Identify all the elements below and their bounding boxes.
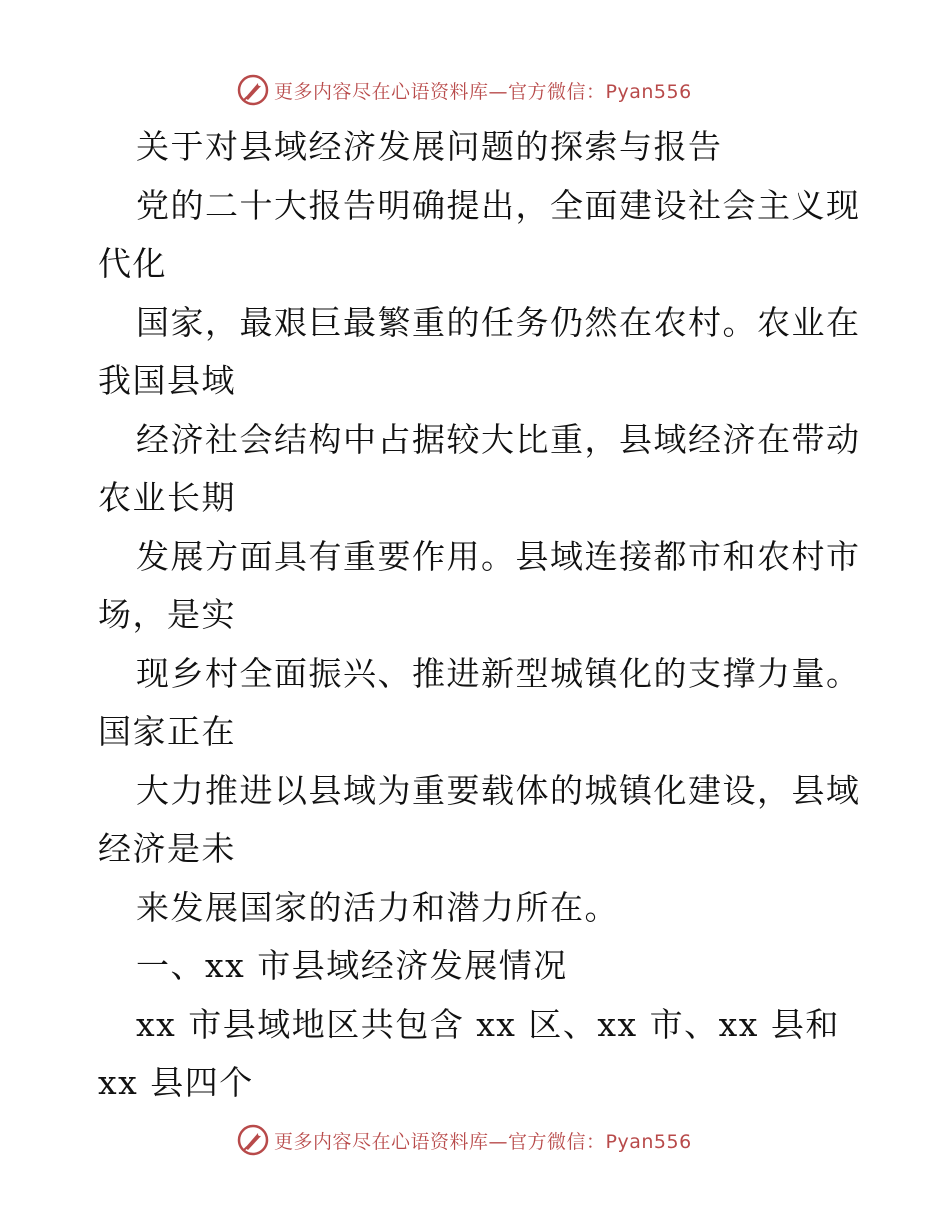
text-line: 党的二十大报告明确提出，全面建设社会主义现 [136,185,861,225]
quill-pen-seal-icon [236,1123,270,1157]
text-line: 大力推进以县域为重要载体的城镇化建设，县域 [136,770,861,810]
text-line: xx 县四个 [98,1063,254,1102]
text-line: 代化 [98,244,167,283]
text-line: 场，是实 [98,595,236,634]
text-line: 国家，最艰巨最繁重的任务仍然在农村。农业在 [136,302,861,342]
text-line: xx 市县域地区共包含 xx 区、xx 市、xx 县和 [136,1004,840,1044]
watermark-text: 更多内容尽在心语资料库—官方微信：Pyan556 [274,1130,692,1153]
quill-pen-seal-icon [236,73,270,107]
text-line: 现乡村全面振兴、推进新型城镇化的支撑力量。 [136,653,861,693]
footer-watermark [236,1122,692,1158]
document-title: 关于对县域经济发展问题的探索与报告 [136,127,723,166]
watermark-text: 更多内容尽在心语资料库—官方微信：Pyan556 [274,80,692,103]
text-line: 经济社会结构中占据较大比重，县域经济在带动 [136,419,861,459]
text-line: 经济是未 [98,829,236,868]
section-heading: 一、xx 市县域经济发展情况 [136,946,568,985]
text-line: 农业长期 [98,478,236,517]
header-watermark [236,72,692,108]
document-body [98,118,861,1113]
text-line: 我国县域 [98,361,236,400]
text-line: 国家正在 [98,712,236,751]
text-line: 来发展国家的活力和潜力所在。 [136,887,619,927]
text-line: 发展方面具有重要作用。县域连接都市和农村市 [136,536,861,576]
